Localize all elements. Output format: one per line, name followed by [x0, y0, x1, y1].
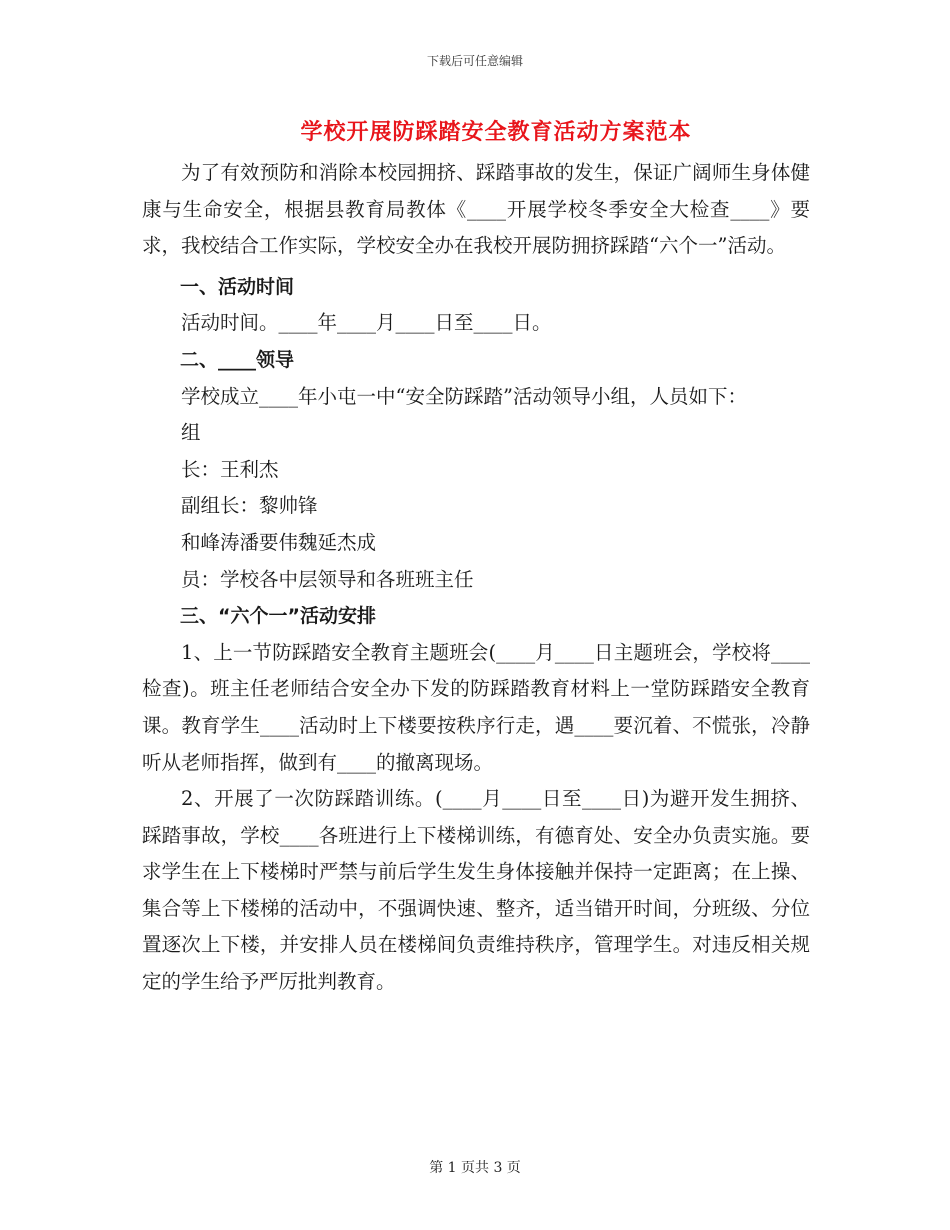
section-heading-activities: 三、“六个一”活动安排	[180, 605, 376, 628]
member-line: 组	[181, 421, 201, 445]
member-line: 副组长：黎帅锋	[181, 494, 318, 518]
activity-item-2: 2、开展了一次防踩踏训练。(____月____日至____日)为避开发生拥挤、踩踏事故，学校____各班进行上下楼梯训练，有德育处、安全办负责实施。要求学生在上下楼梯时严禁与前后学生发生身体接触并保持一定距离；在上操、集合等上下楼梯的活动中，不强调快速、整齐，适当错开时间，分班级、分位置逐次上下楼，并安排人员在楼梯间负责维持秩序，管理学生。对违反相关规定的学生给予严厉批判教育。	[142, 787, 810, 994]
activity-item-1: 1、上一节防踩踏安全教育主题班会(____月____日主题班会，学校将____检查)。班主任老师结合安全办下发的防踩踏教育材料上一堂防踩踏安全教育课。教育学生____活动时上下楼要按秩序行走，遇____要沉着、不慌张，冷静听从老师指挥，做到有____的撤离现场。	[142, 640, 810, 774]
page-footer: 第 1 页共 3 页	[429, 1160, 521, 1176]
section-heading-leadership: 二、____领导	[180, 348, 295, 371]
document-body	[142, 155, 810, 1001]
section-heading-time: 一、活动时间	[180, 275, 295, 298]
member-line: 和峰涛潘要伟魏延杰成	[181, 530, 377, 554]
intro-paragraph: 为了有效预防和消除本校园拥挤、踩踏事故的发生，保证广阔师生身体健康与生命安全，根据县教育局教体《____开展学校冬季安全大检查____》要求，我校结合工作实际，学校安全办在我校开展防拥挤踩踏“六个一”活动。	[142, 161, 810, 258]
member-line: 长：王利杰	[181, 457, 279, 481]
header-note: 下载后可任意编辑	[426, 54, 523, 68]
section-text-time: 活动时间。____年____月____日至____日。	[181, 311, 552, 335]
member-line: 员：学校各中层领导和各班班主任	[181, 567, 474, 591]
document-title: 学校开展防踩踏安全教育活动方案范本	[300, 120, 692, 145]
section-text-leadership: 学校成立____年小屯一中“安全防踩踏”活动领导小组，人员如下：	[181, 384, 747, 408]
